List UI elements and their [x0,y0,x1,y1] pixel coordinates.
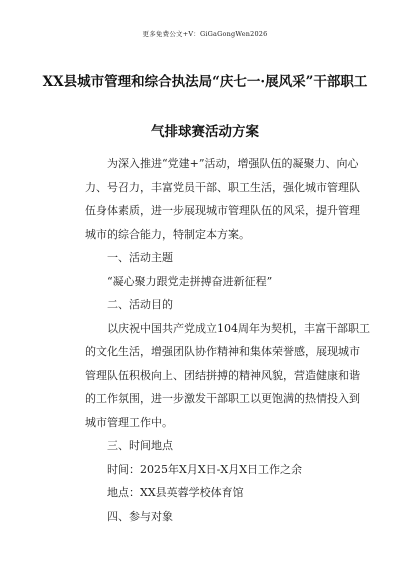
intro-line: 伍身体素质，进一步展现城市管理队伍的风采，提升管理 [85,204,360,217]
intro-paragraph [85,152,360,246]
section-2-line: 城市管理工作中。 [85,415,173,429]
section-2-line: 以庆祝中国共产党成立104周年为契机，丰富干部职工 [107,321,370,335]
section-3-place: 地点：XX县英蓉学校体育馆 [107,486,244,499]
section-2-line: 的工作氛围，进一步激发干部职工以更饱满的热情投入到 [85,392,360,405]
section-2-paragraph [85,317,370,435]
intro-line: 城市的综合能力，特制定本方案。 [85,227,250,241]
intro-line: 为深入推进“党建+”活动，增强队伍的凝聚力、向心 [107,157,359,170]
section-1-theme: “凝心聚力跟党走拼搏奋进新征程” [107,274,273,288]
document-title-line-2: 气排球赛活动方案 [151,124,259,140]
intro-line: 力、号召力，丰富党员干部、职工生活，强化城市管理队 [85,180,360,194]
section-1-heading: 一、活动主题 [107,251,173,264]
section-4-heading: 四、参与对象 [107,509,173,523]
section-2-heading: 二、活动目的 [107,298,173,311]
section-3-heading: 三、时间地点 [107,439,173,452]
document-title-line-1: XX县城市管理和综合执法局“庆七一·展风采”干部职工 [42,74,368,90]
header-note: 更多免费公文+V：GiGaGongWen2026 [142,30,268,38]
section-2-line: 的文化生活，增强团队协作精神和集体荣誉感，展现城市 [85,345,360,358]
document-body [85,152,370,528]
section-3-time: 时间：2025年X月X日-X月X日工作之余 [107,462,303,476]
section-2-line: 管理队伍积极向上、团结拼搏的精神风貌，营造健康和谐 [85,368,360,382]
